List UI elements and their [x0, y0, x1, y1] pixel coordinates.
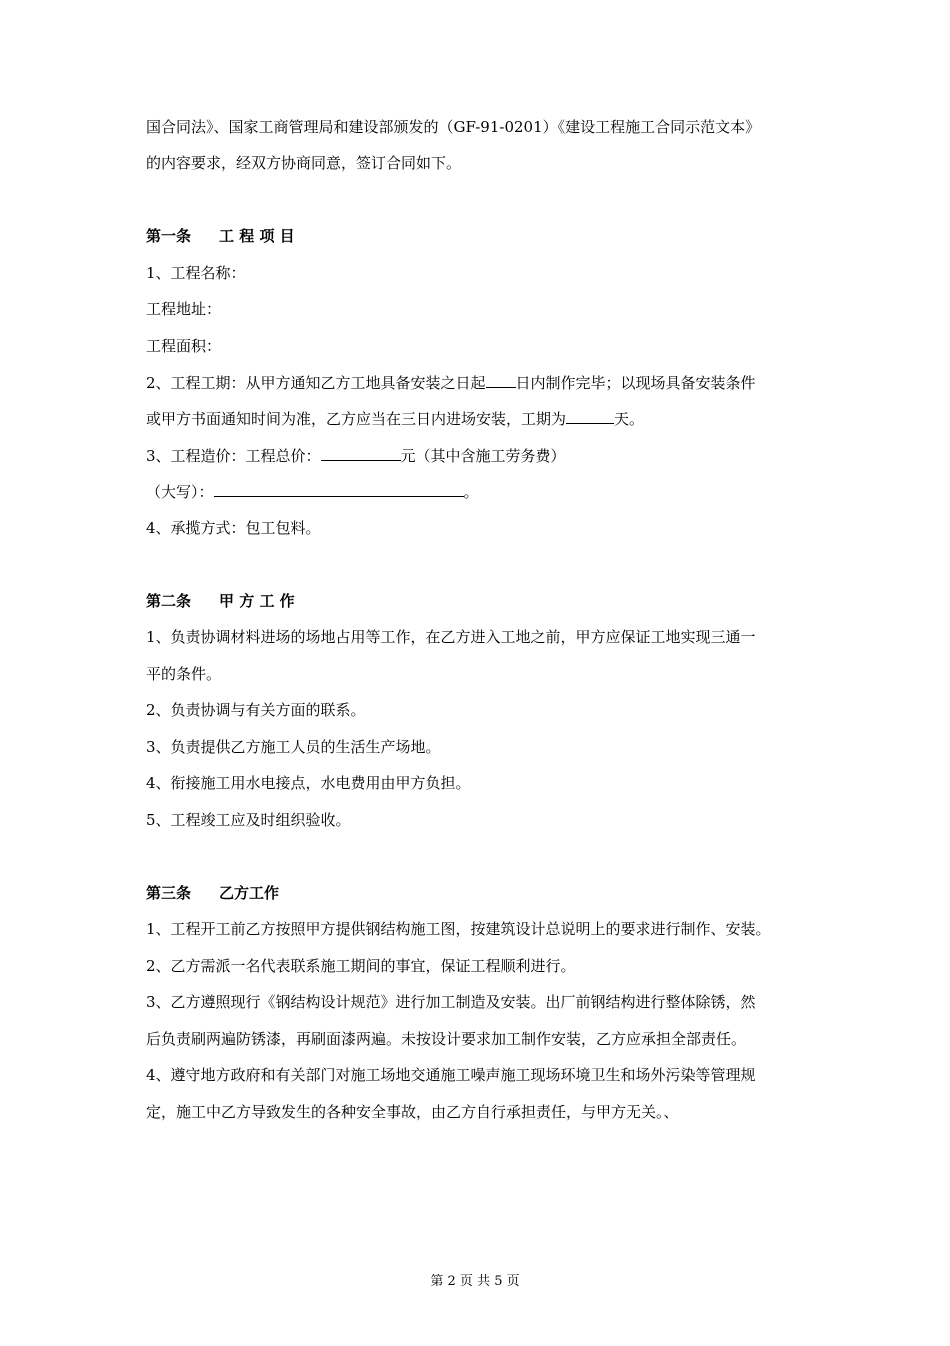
- page-footer: 第 2 页 共 5 页: [430, 1274, 520, 1289]
- period-blank: [566, 409, 614, 424]
- party-a-item-1a: 1、负责协调材料进场的场地占用等工作，在乙方进入工地之前，甲方应保证工地实现三通一: [146, 628, 756, 646]
- party-b-item-4b: 定，施工中乙方导致发生的各种安全事故，由乙方自行承担责任，与甲方无关。、: [146, 1103, 679, 1121]
- price-in-words-end: 。: [463, 483, 479, 501]
- article-3-heading: [146, 884, 279, 902]
- party-a-item-3: 3、负责提供乙方施工人员的生活生产场地。: [146, 738, 441, 756]
- project-area: 工程面积：: [146, 337, 222, 355]
- project-period-text-d: 天。: [614, 410, 645, 428]
- project-period-text-a: 2、工程工期：从甲方通知乙方工地具备安装之日起: [146, 374, 486, 392]
- project-name: 1、工程名称：: [146, 264, 246, 282]
- price-blank: [321, 446, 401, 461]
- article-3-number: 第三条: [146, 884, 192, 902]
- project-price-line: [146, 446, 566, 465]
- party-a-item-1b: 平的条件。: [146, 665, 222, 683]
- article-1-heading: [146, 227, 295, 245]
- price-in-words-blank: [214, 482, 464, 497]
- article-3-title: 乙方工作: [219, 884, 280, 902]
- article-2-heading: [146, 592, 295, 610]
- project-price-text-b: 元（其中含施工劳务费）: [400, 447, 566, 465]
- party-a-item-2: 2、负责协调与有关方面的联系。: [146, 701, 366, 719]
- article-2-number: 第二条: [146, 592, 192, 610]
- article-1-title: 工 程 项 目: [219, 227, 295, 245]
- article-1-number: 第一条: [146, 227, 192, 245]
- project-price-text-a: 3、工程造价：工程总价：: [146, 447, 321, 465]
- project-period-line-1: [146, 373, 756, 392]
- party-a-item-5: 5、工程竣工应及时组织验收。: [146, 811, 351, 829]
- party-b-item-1: 1、工程开工前乙方按照甲方提供钢结构施工图，按建筑设计总说明上的要求进行制作、安装。: [146, 920, 771, 938]
- party-a-item-4: 4、衔接施工用水电接点，水电费用由甲方负担。: [146, 774, 471, 792]
- project-period-line-2: [146, 409, 644, 428]
- party-b-item-3a: 3、乙方遵照现行《钢结构设计规范》进行加工制造及安装。出厂前钢结构进行整体除锈，然: [146, 993, 756, 1011]
- days-blank: [486, 373, 516, 388]
- party-b-item-4a: 4、遵守地方政府和有关部门对施工场地交通施工噪声施工现场环境卫生和场外污染等管理规: [146, 1066, 756, 1084]
- price-in-words-label: （大写）：: [146, 483, 214, 501]
- party-b-item-2: 2、乙方需派一名代表联系施工期间的事宜，保证工程顺利进行。: [146, 957, 576, 975]
- contract-mode: 4、承揽方式：包工包料。: [146, 519, 321, 537]
- article-2-title: 甲 方 工 作: [219, 592, 295, 610]
- project-period-text-c: 或甲方书面通知时间为准，乙方应当在三日内进场安装，工期为: [146, 410, 567, 428]
- price-in-words-line: [146, 482, 479, 501]
- project-period-text-b: 日内制作完毕；以现场具备安装条件: [515, 374, 756, 392]
- intro-line-1: 国合同法》、国家工商管理局和建设部颁发的（GF-91-0201）《建设工程施工合同示范文本》: [146, 118, 761, 136]
- party-b-item-3b: 后负责刷两遍防锈漆，再刷面漆两遍。未按设计要求加工制作安装，乙方应承担全部责任。: [146, 1030, 747, 1048]
- project-address: 工程地址：: [146, 300, 222, 318]
- intro-line-2: 的内容要求，经双方协商同意，签订合同如下。: [146, 154, 462, 172]
